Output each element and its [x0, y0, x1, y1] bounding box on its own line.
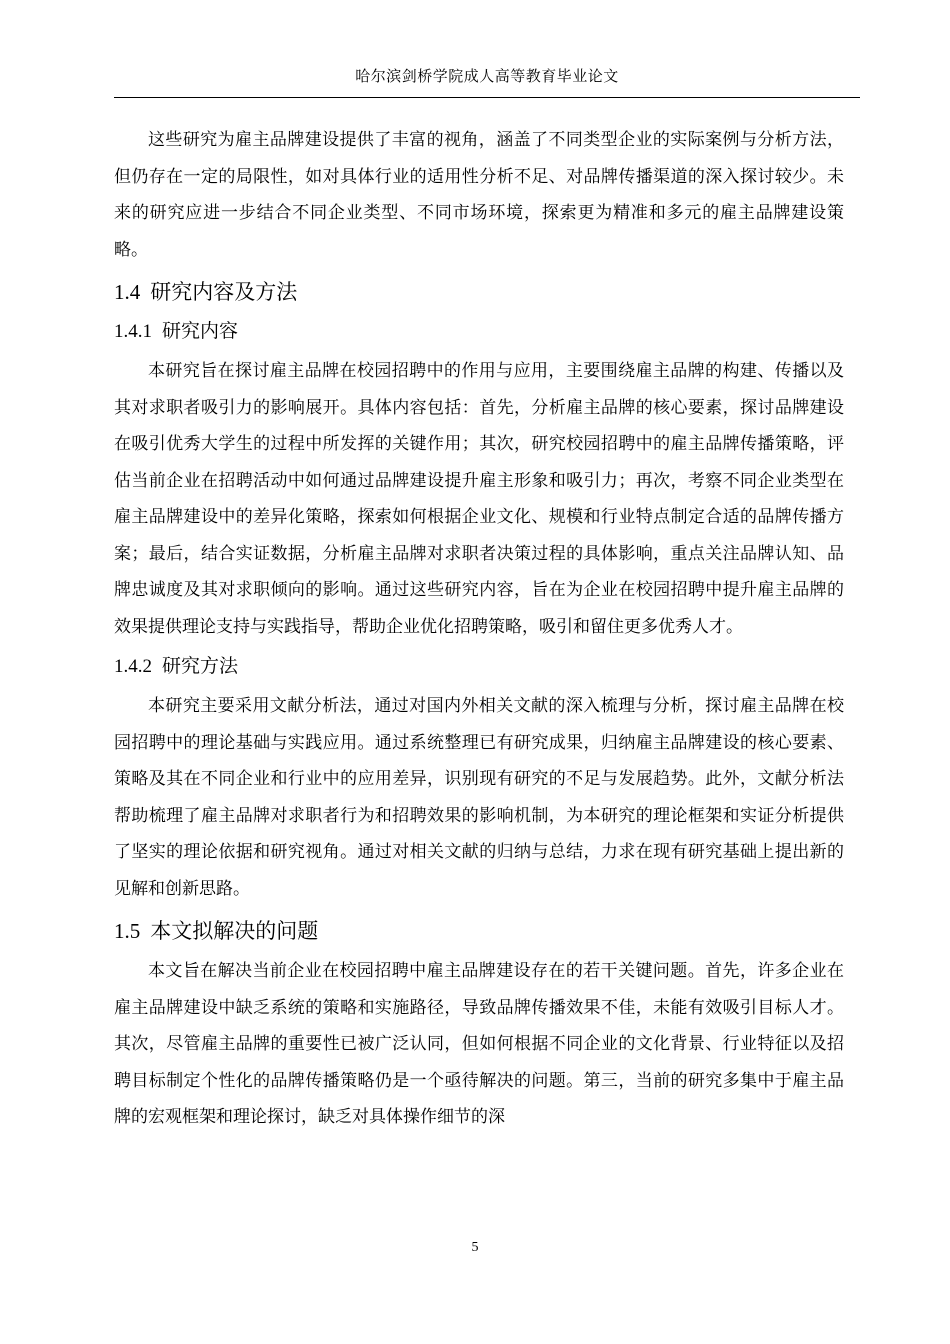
page-body: [114, 122, 844, 1136]
page-number: 5: [471, 1240, 479, 1255]
heading-1-4-1-number: 1.4.1: [114, 321, 152, 342]
paragraph-research-methods: 本研究主要采用文献分析法，通过对国内外相关文献的深入梳理与分析，探讨雇主品牌在校园招聘中的理论基础与实践应用。通过系统整理已有研究成果，归纳雇主品牌建设的核心要素、策略及其在不同企业和行业中的应用差异，识别现有研究的不足与发展趋势。此外，文献分析法帮助梳理了雇主品牌对求职者行为和招聘效果的影响机制，为本研究的理论框架和实证分析提供了坚实的理论依据和研究视角。通过对相关文献的归纳与总结，力求在现有研究基础上提出新的见解和创新思路。: [114, 696, 844, 899]
heading-1-4-2: [114, 649, 844, 684]
running-header: 哈尔滨剑桥学院成人高等教育毕业论文: [355, 67, 619, 85]
header-rule: [114, 97, 860, 98]
heading-1-4-1-title: 研究内容: [162, 320, 239, 342]
heading-1-5-title: 本文拟解决的问题: [150, 919, 319, 943]
heading-1-4-number: 1.4: [114, 280, 141, 304]
paragraph-research-content: 本研究旨在探讨雇主品牌在校园招聘中的作用与应用，主要围绕雇主品牌的构建、传播以及其对求职者吸引力的影响展开。具体内容包括：首先，分析雇主品牌的核心要素，探讨品牌建设在吸引优秀大学生的过程中所发挥的关键作用；其次，研究校园招聘中的雇主品牌传播策略，评估当前企业在招聘活动中如何通过品牌建设提升雇主形象和吸引力；再次，考察不同企业类型在雇主品牌建设中的差异化策略，探索如何根据企业文化、规模和行业特点制定合适的品牌传播方案；最后，结合实证数据，分析雇主品牌对求职者决策过程的具体影响，重点关注品牌认知、品牌忠诚度及其对求职倾向的影响。通过这些研究内容，旨在为企业在校园招聘中提升雇主品牌的效果提供理论支持与实践指导，帮助企业优化招聘策略，吸引和留住更多优秀人才。: [114, 361, 844, 637]
paragraph-problems: 本文旨在解决当前企业在校园招聘中雇主品牌建设存在的若干关键问题。首先，许多企业在雇主品牌建设中缺乏系统的策略和实施路径，导致品牌传播效果不佳，未能有效吸引目标人才。其次，尽管雇主品牌的重要性已被广泛认同，但如何根据不同企业的文化背景、行业特征以及招聘目标制定个性化的品牌传播策略仍是一个亟待解决的问题。第三，当前的研究多集中于雇主品牌的宏观框架和理论探讨，缺乏对具体操作细节的深: [114, 961, 844, 1127]
paragraph-intro: 这些研究为雇主品牌建设提供了丰富的视角，涵盖了不同类型企业的实际案例与分析方法，但仍存在一定的局限性，如对具体行业的适用性分析不足、对品牌传播渠道的深入探讨较少。未来的研究应进一步结合不同企业类型、不同市场环境，探索更为精准和多元的雇主品牌建设策略。: [114, 130, 844, 260]
heading-1-5-number: 1.5: [114, 919, 141, 943]
heading-1-5: [114, 913, 844, 949]
heading-1-4-2-number: 1.4.2: [114, 656, 152, 677]
heading-1-4-title: 研究内容及方法: [150, 280, 298, 304]
heading-1-4-1: [114, 314, 844, 349]
heading-1-4: [114, 274, 844, 310]
heading-1-4-2-title: 研究方法: [162, 655, 239, 677]
